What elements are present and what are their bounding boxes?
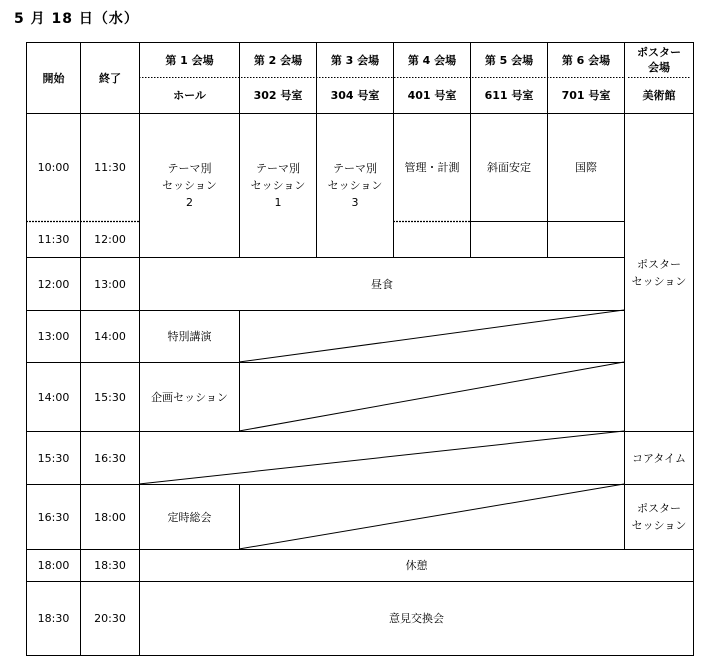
- venue-3-name: 第 3 会場: [330, 53, 380, 67]
- session-core-time: コアタイム: [631, 451, 686, 465]
- time-end-9: 20:30: [94, 612, 126, 625]
- session-management: 管理・計測: [404, 161, 460, 174]
- time-start-9: 18:30: [37, 612, 70, 625]
- session-special-lecture: 特別講演: [167, 330, 212, 343]
- time-start-8: 18:00: [37, 559, 70, 572]
- venue-6-room: 701 号室: [561, 89, 611, 102]
- session-poster-2: ポスター セッション: [631, 502, 687, 532]
- session-international: 国際: [575, 161, 597, 174]
- session-theme-2: テーマ別 セッション 2: [162, 162, 217, 209]
- session-theme-1: テーマ別 セッション 1: [250, 162, 306, 209]
- venue-5-room: 611 号室: [484, 89, 534, 102]
- venue-6-name: 第 6 会場: [561, 53, 611, 67]
- session-break: 休憩: [405, 559, 428, 572]
- venue-3-room: 304 号室: [330, 89, 380, 102]
- venue-5-name: 第 5 会場: [484, 53, 534, 67]
- page-title: 5 月 18 日（水）: [14, 11, 139, 27]
- session-poster-1: ポスター セッション: [631, 257, 687, 288]
- time-end-1: 11:30: [94, 161, 126, 174]
- venue-4-room: 401 号室: [407, 89, 457, 102]
- time-start-3: 12:00: [37, 277, 70, 291]
- time-start-7: 16:30: [37, 510, 70, 524]
- venue-4-name: 第 4 会場: [407, 53, 457, 67]
- time-start-6: 15:30: [37, 451, 70, 465]
- session-planning: 企画セッション: [151, 390, 228, 404]
- time-start-5: 14:00: [37, 390, 70, 404]
- venue-poster-name: ポスター 会場: [637, 46, 681, 74]
- venue-1-name: 第 1 会場: [165, 53, 214, 67]
- time-end-3: 13:00: [94, 277, 126, 291]
- time-end-4: 14:00: [94, 330, 126, 343]
- time-end-2: 12:00: [94, 233, 126, 246]
- session-slope: 斜面安定: [487, 161, 531, 174]
- session-general-meeting: 定時総会: [167, 510, 212, 524]
- time-end-8: 18:30: [94, 559, 126, 572]
- venue-1-room: ホール: [173, 89, 206, 102]
- time-start-4: 13:00: [37, 330, 70, 343]
- session-lunch: 昼食: [371, 277, 393, 291]
- session-exchange: 意見交換会: [389, 612, 444, 625]
- venue-poster-room: 美術館: [642, 89, 676, 102]
- venue-2-room: 302 号室: [253, 89, 303, 102]
- header-start: 開始: [42, 71, 65, 85]
- time-end-6: 16:30: [94, 451, 126, 465]
- venue-2-name: 第 2 会場: [253, 53, 303, 67]
- time-end-7: 18:00: [94, 510, 126, 524]
- session-theme-3: テーマ別 セッション 3: [327, 162, 383, 209]
- header-end: 終了: [99, 71, 121, 85]
- time-start-1: 10:00: [37, 161, 70, 174]
- time-end-5: 15:30: [94, 390, 126, 404]
- time-start-2: 11:30: [37, 233, 70, 246]
